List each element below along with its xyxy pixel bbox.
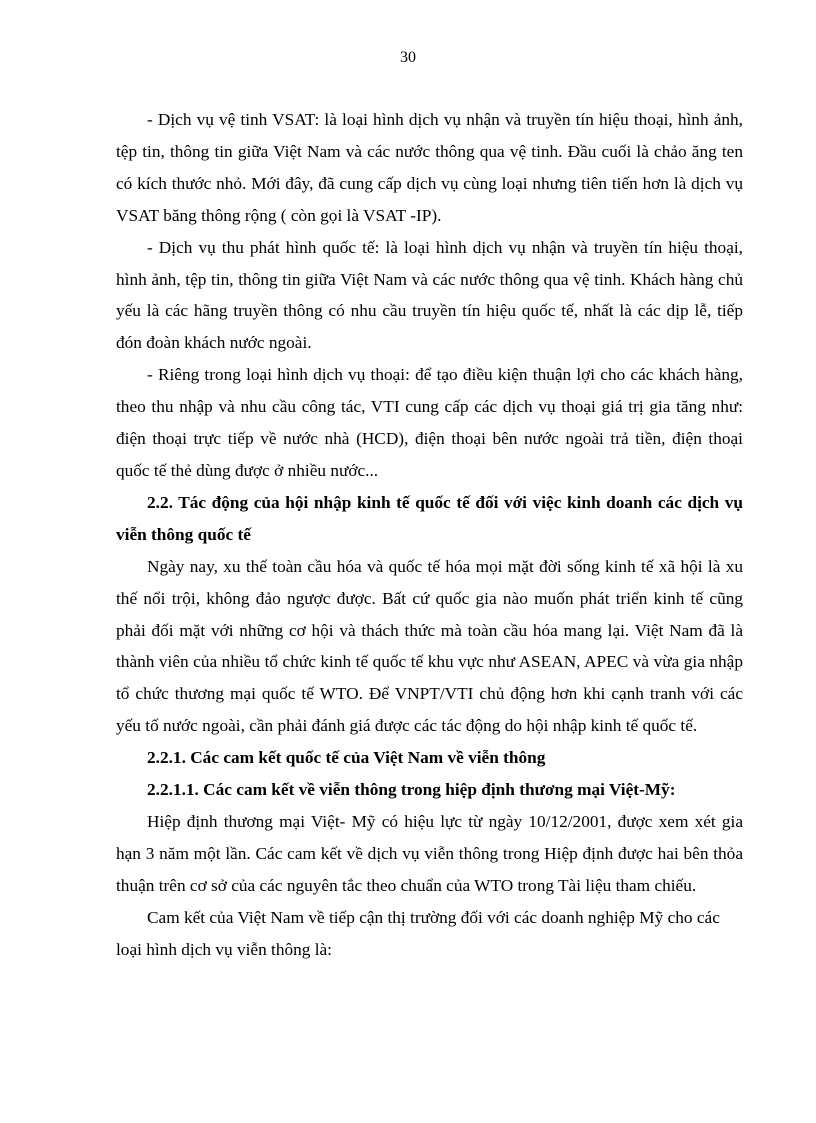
paragraph-market-access: Cam kết của Việt Nam về tiếp cận thị trường đối với các doanh nghiệp Mỹ cho các loại hình dịch vụ viễn thông là: xyxy=(116,907,720,959)
paragraph-globalization: Ngày nay, xu thế toàn cầu hóa và quốc tế hóa mọi mặt đời sống kinh tế xã hội là xu thế nổi trội, không đảo ngược được. Bất cứ quốc gia nào muốn phát triển kinh tế cũng phải đối mặt với những cơ hội và thách thức mà toàn cầu hóa mang lại. Việt Nam đã là thành viên của nhiều tổ chức kinh tế quốc tế khu vực như ASEAN, APEC và vừa gia nhập tổ chức thương mại quốc tế WTO. Để VNPT/VTI chủ động hơn khi cạnh tranh với các yếu tố nước ngoài, cần phải đánh giá được các tác động do hội nhập kinh tế quốc tế. xyxy=(116,556,743,736)
section-heading-2-2-1-1: 2.2.1.1. Các cam kết về viễn thông trong hiệp định thương mại Việt-Mỹ: xyxy=(147,780,676,800)
section-heading-2-2-1: 2.2.1. Các cam kết quốc tế của Việt Nam về viễn thông xyxy=(147,748,546,768)
paragraph-broadcast-service: - Dịch vụ thu phát hình quốc tế: là loại hình dịch vụ nhận và truyền tín hiệu thoại, hình ảnh, tệp tin, thông tin giữa Việt Nam và các nước thông qua vệ tinh. Khách hàng chủ yếu là các hãng truyền thông có nhu cầu truyền tín hiệu quốc tế, nhất là các dịp lễ, tiếp đón đoàn khách nước ngoài. xyxy=(116,237,743,353)
paragraph-trade-agreement: Hiệp định thương mại Việt- Mỹ có hiệu lực từ ngày 10/12/2001, được xem xét gia hạn 3 năm một lần. Các cam kết về dịch vụ viễn thông trong Hiệp định được hai bên thỏa thuận trên cơ sở của các nguyên tắc theo chuẩn của WTO trong Tài liệu tham chiếu. xyxy=(116,811,743,895)
paragraph-vsat-service: - Dịch vụ vệ tinh VSAT: là loại hình dịch vụ nhận và truyền tín hiệu thoại, hình ảnh, tệp tin, thông tin giữa Việt Nam và các nước thông qua vệ tinh. Đầu cuối là chảo ăng ten có kích thước nhỏ. Mới đây, đã cung cấp dịch vụ cùng loại nhưng tiên tiến hơn là dịch vụ VSAT băng thông rộng ( còn gọi là VSAT -IP). xyxy=(116,110,743,225)
paragraph-voice-service: - Riêng trong loại hình dịch vụ thoại: để tạo điều kiện thuận lợi cho các khách hàng, theo thu nhập và nhu cầu công tác, VTI cung cấp các dịch vụ thoại giá trị gia tăng như: điện thoại trực tiếp về nước nhà (HCD), điện thoại bên nước ngoài trả tiền, điện thoại quốc tế thẻ dùng được ở nhiều nước... xyxy=(116,365,743,480)
section-heading-2-2: 2.2. Tác động của hội nhập kinh tế quốc tế đối với việc kinh doanh các dịch vụ viễn thông quốc tế xyxy=(116,492,743,544)
page-number: 30 xyxy=(400,49,416,66)
document-body xyxy=(116,104,743,965)
